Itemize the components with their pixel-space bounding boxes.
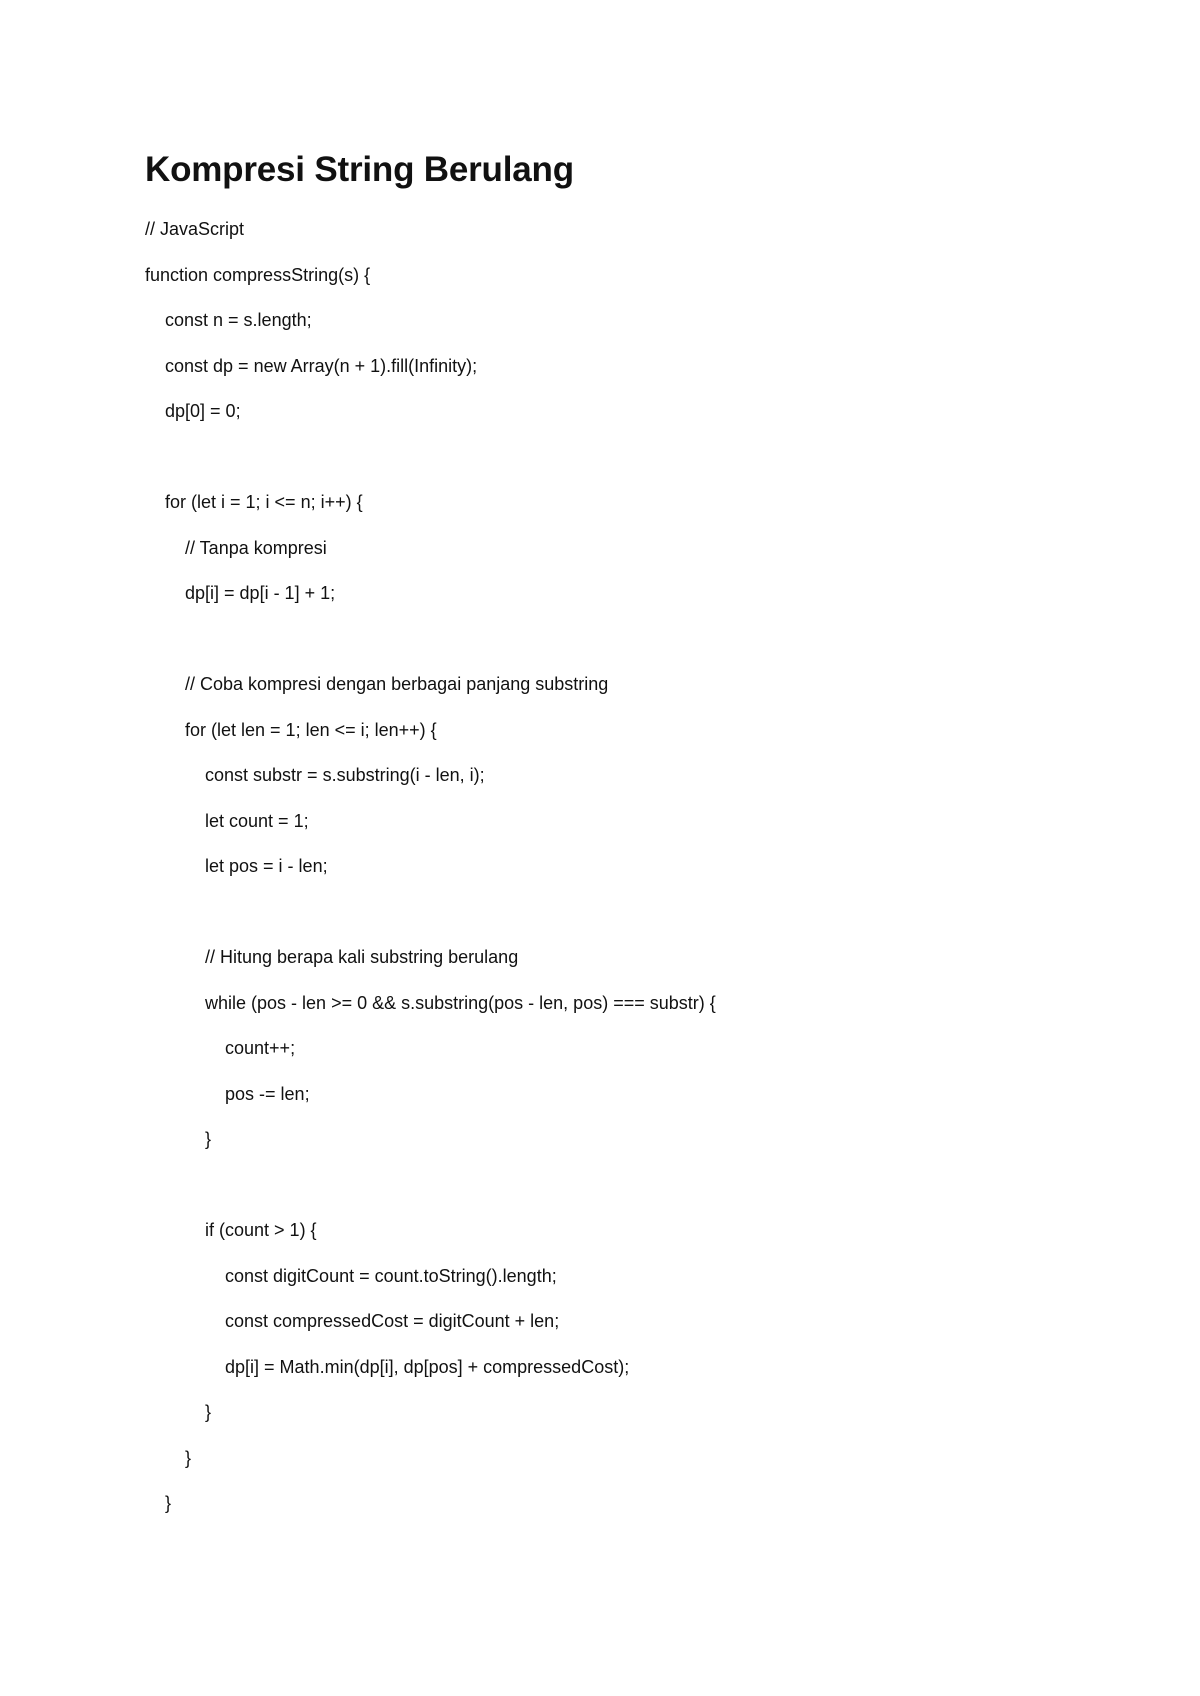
code-line: dp[0] = 0; [145, 401, 241, 421]
code-line: for (let i = 1; i <= n; i++) { [145, 492, 363, 512]
code-line: pos -= len; [145, 1084, 310, 1104]
code-line: const dp = new Array(n + 1).fill(Infinity); [145, 356, 478, 376]
code-line: for (let len = 1; len <= i; len++) { [145, 720, 437, 740]
code-line: const digitCount = count.toString().length; [145, 1266, 557, 1286]
code-line: function compressString(s) { [145, 265, 371, 285]
code-line: dp[i] = dp[i - 1] + 1; [145, 583, 336, 603]
code-line: // Coba kompresi dengan berbagai panjang substring [145, 674, 609, 694]
code-line: } [145, 1448, 192, 1468]
code-line: while (pos - len >= 0 && s.substring(pos - len, pos) === substr) { [145, 993, 716, 1013]
document-title: Kompresi String Berulang [145, 150, 574, 189]
code-line: // Tanpa kompresi [145, 538, 327, 558]
code-line: // Hitung berapa kali substring berulang [145, 947, 519, 967]
code-line: const n = s.length; [145, 310, 312, 330]
code-line: const substr = s.substring(i - len, i); [145, 765, 485, 785]
code-line: } [145, 1129, 212, 1149]
code-line: if (count > 1) { [145, 1220, 317, 1240]
code-line: let pos = i - len; [145, 856, 328, 876]
code-line: let count = 1; [145, 811, 309, 831]
code-line: const compressedCost = digitCount + len; [145, 1311, 560, 1331]
code-line: count++; [145, 1038, 296, 1058]
code-line: // JavaScript [145, 219, 245, 239]
code-line: } [145, 1402, 212, 1422]
code-line: dp[i] = Math.min(dp[i], dp[pos] + compressedCost); [145, 1357, 630, 1377]
code-line: } [145, 1493, 172, 1513]
